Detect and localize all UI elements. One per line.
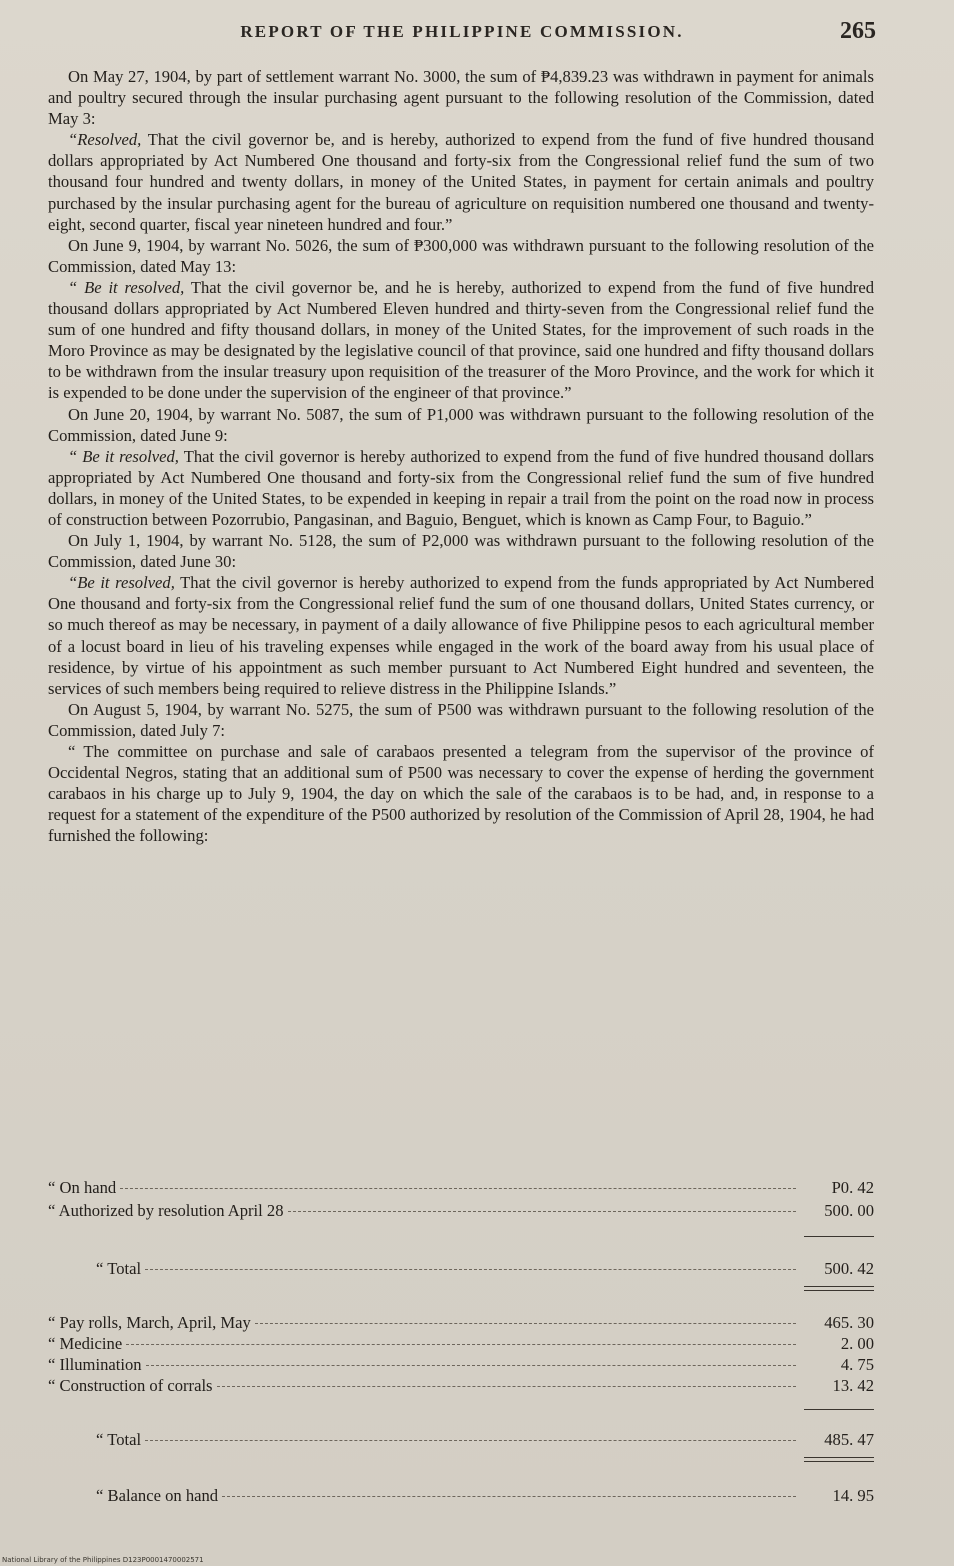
paragraph: On June 9, 1904, by warrant No. 5026, the sum of ₱300,000 was withdrawn pursuant to the following resolution of the Commission, dated May 13: xyxy=(48,235,874,276)
sum-rule xyxy=(804,1236,874,1237)
statement-row: “ Pay rolls, March, April, May 465. 30 xyxy=(48,1313,874,1332)
paragraph: On June 20, 1904, by warrant No. 5087, the sum of P1,000 was withdrawn pursuant to the following resolution of the Commission, dated June 9: xyxy=(48,404,874,445)
statement-row: “ Illumination 4. 75 xyxy=(48,1355,874,1374)
balance-row: “ Balance on hand 14. 95 xyxy=(96,1486,874,1505)
sum-rule xyxy=(804,1409,874,1410)
double-rule xyxy=(804,1286,874,1291)
statement-row: “ Authorized by resolution April 28 500. 00 xyxy=(48,1201,874,1220)
double-rule xyxy=(804,1457,874,1462)
expense-statement xyxy=(48,1178,874,1518)
statement-row: “ On hand P0. 42 xyxy=(48,1178,874,1197)
statement-total-row: “ Total 500. 42 xyxy=(96,1259,874,1278)
page-header xyxy=(48,18,876,48)
paragraph: On May 27, 1904, by part of settlement warrant No. 3000, the sum of ₱4,839.23 was withdrawn in payment for animals and poultry secured through the insular purchasing agent pursuant to the following resolution of the Commission, dated May 3: xyxy=(48,67,874,129)
scan-footer-note: National Library of the Philippines D123P0001470002571 xyxy=(2,1556,204,1564)
telegram-quote: “ The committee on purchase and sale of carabaos presented a telegram from the supervisor of the province of Occidental Negros, stating that an additional sum of P500 was necessary to cover the expense of herding the government carabaos in his charge up to July 9, 1904, the day on which the sale of the carabaos is to be had, and, in response to a request for a statement of the expenditure of the P500 authorized by resolution of the Commission of April 28, 1904, he had furnished the following: xyxy=(48,742,874,846)
statement-total-row: “ Total 485. 47 xyxy=(96,1430,874,1449)
statement-row: “ Construction of corrals 13. 42 xyxy=(48,1376,874,1395)
paragraph: On July 1, 1904, by warrant No. 5128, the sum of P2,000 was withdrawn pursuant to the following resolution of the Commission, dated June 30: xyxy=(48,531,874,572)
resolution-quote: “Resolved, That the civil governor be, and is hereby, authorized to expend from the fund of five hundred thousand dollars appropriated by Act Numbered One thousand and forty-six from the Congressional relief fund the sum of two thousand four hundred and twenty dollars, in money of the United States, in payment for certain animals and poultry purchased by the insular purchasing agent for the bureau of agriculture on requisition numbered one thousand and twenty-eight, second quarter, fiscal year nineteen hundred and four.” xyxy=(48,130,874,234)
running-title: REPORT OF THE PHILIPPINE COMMISSION. xyxy=(240,22,684,41)
resolution-quote: “ Be it resolved, That the civil governor is hereby authorized to expend from the fund of five hundred thousand dollars appropriated by Act Numbered One thousand and forty-six from the Congressional relief fund the sum of five hundred dollars, in money of the United States, to be expended in keeping in repair a trail from the point on the road now in process of construction between Pozorrubio, Pangasinan, and Baguio, Benguet, which is known as Camp Four, to Baguio.” xyxy=(48,446,874,529)
statement-row: “ Medicine 2. 00 xyxy=(48,1334,874,1353)
body-text xyxy=(48,66,874,846)
page-number: 265 xyxy=(840,18,876,44)
resolution-quote: “Be it resolved, That the civil governor is hereby authorized to expend from the funds appropriated by Act Numbered One thousand and forty-six from the Congressional relief fund the sum of one thousand dollars, United States currency, or so much thereof as may be necessary, in payment of a daily allowance of five Philippine pesos to each agricultural member of a locust board in lieu of his traveling expenses while engaged in the work of the board away from his usual place of residence, by virtue of his appointment as such member pursuant to Act Numbered Eight hundred and seventeen, the services of such members being required to relieve distress in the Philippine Islands.” xyxy=(48,573,874,698)
resolution-quote: “ Be it resolved, That the civil governor be, and he is hereby, authorized to expend from the fund of five hundred thousand dollars appropriated by Act Numbered Eleven hundred and thirty-seven from the Congressional relief fund the sum of one hundred and fifty thousand dollars, in money of the United States, for the improvement of such roads in the Moro Province as may be designated by the legislative council of that province, said one hundred and fifty thousand dollars to be withdrawn from the insular treasury upon requisition of the treasurer of the Moro Province, and the work for which it is expended to be done under the supervision of the engineer of that province.” xyxy=(48,277,874,403)
paragraph: On August 5, 1904, by warrant No. 5275, the sum of P500 was withdrawn pursuant to the following resolution of the Commission, dated July 7: xyxy=(48,699,874,740)
